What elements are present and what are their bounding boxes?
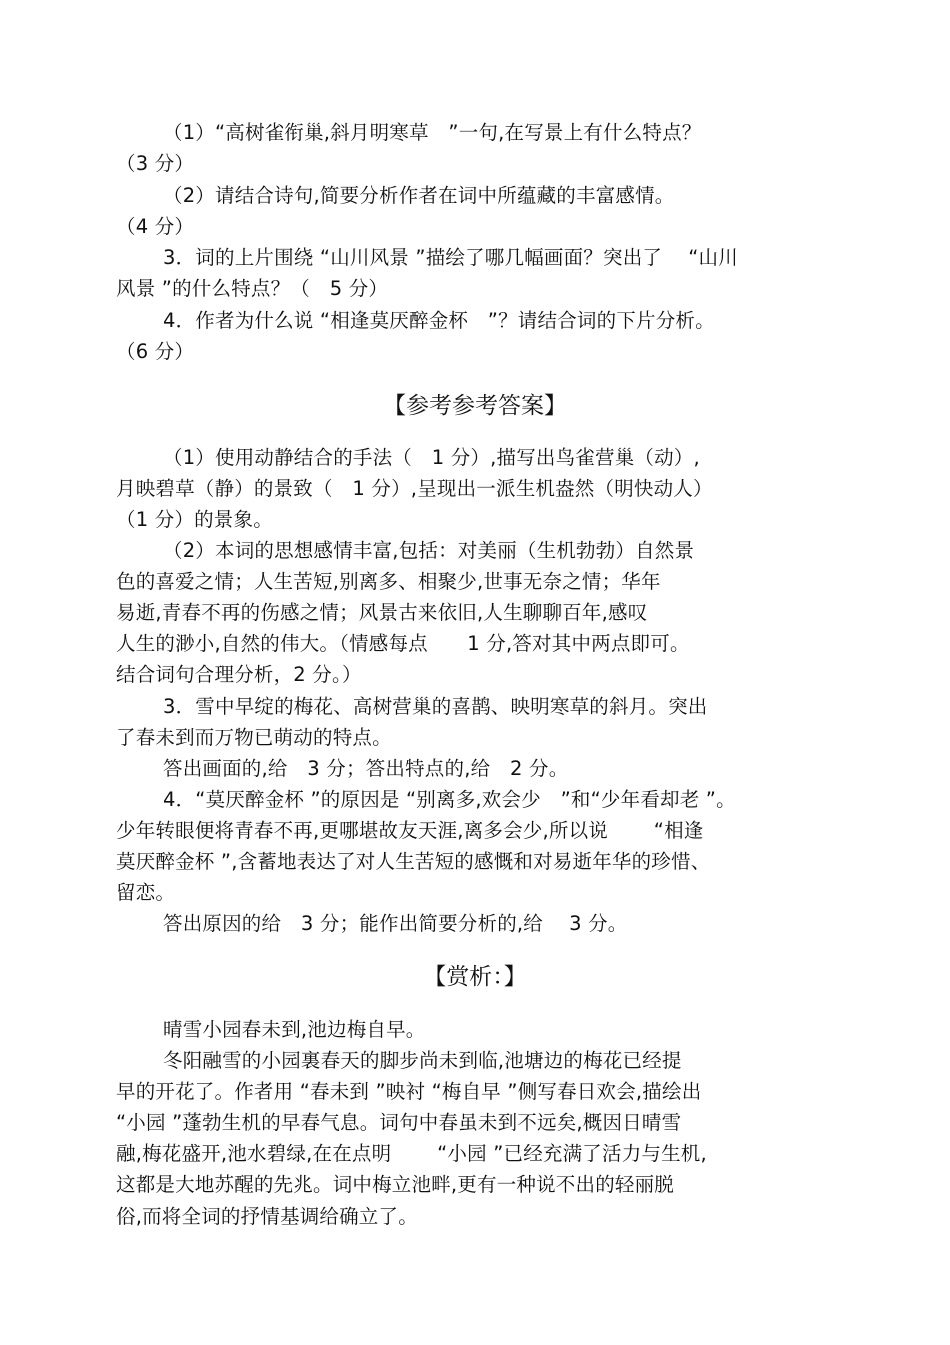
question-3-text: 3．词的上片围绕 “山川风景 ”描绘了哪几幅画面？突出了 “山川 <box>163 246 738 269</box>
question-1-score: （3 分） <box>116 152 195 175</box>
analysis-line: 冬阳融雪的小园裏春天的脚步尚未到临,池塘边的梅花已经提 <box>163 1049 682 1072</box>
question-2-score: （4 分） <box>116 215 195 238</box>
question-3-text-cont: 风景 ”的什么特点？（ 5 分） <box>116 277 389 300</box>
analysis-line: 晴雪小园春未到,池边梅自早。 <box>163 1018 426 1041</box>
question-2-text: （2）请结合诗句,简要分析作者在词中所蕴藏的丰富感情。 <box>163 184 675 207</box>
answer-line: （2）本词的思想感情丰富,包括：对美丽（生机勃勃）自然景 <box>163 539 695 562</box>
answer-line: 留恋。 <box>116 881 176 904</box>
analysis-line: 融,梅花盛开,池水碧绿,在在点明 “小园 ”已经充满了活力与生机, <box>116 1142 707 1165</box>
question-4-text: 4．作者为什么说 “相逢莫厌醉金杯 ”？请结合词的下片分析。 <box>163 309 715 332</box>
answer-line: 人生的渺小,自然的伟大。（情感每点 1 分,答对其中两点即可。 <box>116 632 690 655</box>
question-4-score: （6 分） <box>116 340 195 363</box>
answer-line: 莫厌醉金杯 ”,含蓄地表达了对人生苦短的感慨和对易逝年华的珍惜、 <box>116 850 711 873</box>
answer-line: 色的喜爱之情；人生苦短,别离多、相聚少,世事无奈之情；华年 <box>116 570 661 593</box>
answer-line: 易逝,青春不再的伤感之情；风景古来依旧,人生聊聊百年,感叹 <box>116 601 648 624</box>
analysis-line: 早的开花了。作者用 “春未到 ”映衬 “梅自早 ”侧写春日欢会,描绘出 <box>116 1080 702 1103</box>
answer-line: 4．“莫厌醉金杯 ”的原因是 “别离多,欢会少 ”和“少年看却老 ”。 <box>163 788 736 811</box>
question-1-text: （1）“高树雀衔巢,斜月明寒草 ”一句,在写景上有什么特点？ <box>163 121 702 144</box>
analysis-line: “小园 ”蓬勃生机的早春气息。词句中春虽未到不远矣,概因日晴雪 <box>116 1111 682 1134</box>
analysis-line: 这都是大地苏醒的先兆。词中梅立池畔,更有一种说不出的轻丽脱 <box>116 1173 674 1196</box>
answer-line: 少年转眼便将青春不再,更哪堪故友天涯,离多会少,所以说 “相逢 <box>116 819 704 842</box>
analysis-heading: 【赏析：】 <box>423 964 527 990</box>
answer-line: 3．雪中早绽的梅花、高树营巢的喜鹊、映明寒草的斜月。突出 <box>163 695 708 718</box>
answer-line: 了春未到而万物已萌动的特点。 <box>116 726 392 749</box>
answer-heading: 【参考参考答案】 <box>383 393 567 419</box>
answer-line: 月映碧草（静）的景致（ 1 分）,呈现出一派生机盎然（明快动人） <box>116 477 713 500</box>
answer-line: 结合词句合理分析，2 分。） <box>116 663 362 686</box>
answer-line: 答出画面的,给 3 分；答出特点的,给 2 分。 <box>163 757 569 780</box>
answer-line: （1 分）的景象。 <box>116 508 273 531</box>
answer-line: 答出原因的给 3 分；能作出简要分析的,给 3 分。 <box>163 912 628 935</box>
answer-line: （1）使用动静结合的手法（ 1 分）,描写出鸟雀营巢（动）, <box>163 446 700 469</box>
analysis-line: 俗,而将全词的抒情基调给确立了。 <box>116 1205 418 1228</box>
